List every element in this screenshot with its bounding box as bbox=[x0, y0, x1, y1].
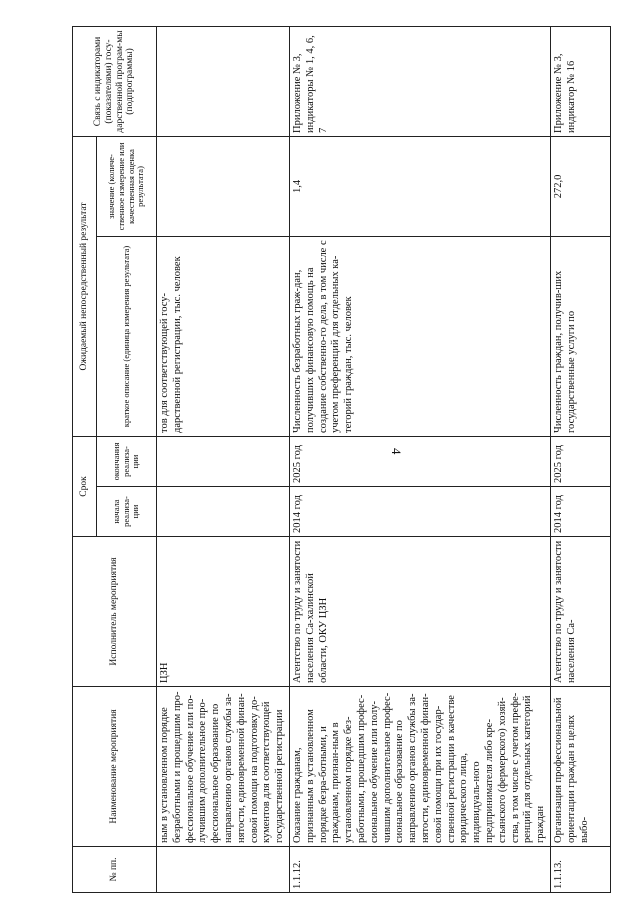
row-brief: Численность безработных граж-дан, получивших финансовую помощь на создание собственно-го дела, в том числе с учетом преференций для отдельных ка-тегорий граждан, тыс. человек bbox=[289, 236, 550, 436]
row-value: 272,0 bbox=[550, 136, 610, 236]
row-num bbox=[157, 847, 290, 893]
row-executor: Агентство по труду и занятости населения Са-халинской области, ОКУ ЦЗН bbox=[289, 537, 550, 687]
activities-table bbox=[72, 26, 611, 893]
row-link: Приложение № 3, индикаторы № 1, 4, 6, 7 bbox=[289, 26, 550, 136]
row-start: 2014 год bbox=[289, 487, 550, 537]
header-value: значение (количе-ственное измерение или качественная оценка результата) bbox=[97, 136, 157, 236]
row-end: 2025 год bbox=[550, 436, 610, 486]
header-link: Связь с индикаторами (показателями) госу-дарственной програм-мы (подпрограммы) bbox=[73, 26, 157, 136]
row-end: 2025 год bbox=[289, 436, 550, 486]
table-row bbox=[157, 26, 290, 892]
row-executor: ЦЗН bbox=[157, 537, 290, 687]
row-link bbox=[157, 26, 290, 136]
header-term-end: окончания реализа-ции bbox=[97, 436, 157, 486]
header-brief: краткое описание (единица измерения результата) bbox=[97, 236, 157, 436]
header-num: № пп. bbox=[73, 847, 157, 893]
table-row bbox=[550, 26, 610, 892]
header-name: Наименование мероприятия bbox=[73, 687, 157, 847]
row-value bbox=[157, 136, 290, 236]
row-executor: Агентство по труду и занятости населения Са- bbox=[550, 537, 610, 687]
page-number: 4 bbox=[389, 448, 404, 455]
header-executor: Исполнитель мероприятия bbox=[73, 537, 157, 687]
row-name: Организация профессиональной ориентации граждан в целях выбо- bbox=[550, 687, 610, 847]
row-num: 1.1.13. bbox=[550, 847, 610, 893]
table-row bbox=[289, 26, 550, 892]
row-end bbox=[157, 436, 290, 486]
rotated-document bbox=[72, 27, 632, 893]
row-start bbox=[157, 487, 290, 537]
header-term-start: начала реализа-ции bbox=[97, 487, 157, 537]
header-expected: Ожидаемый непосредственный результат bbox=[73, 136, 97, 436]
row-name: Оказание гражданам, признанным в установленном порядке безра-ботными, и гражданам, признан-ным в установленном порядке без-работными, прошедшим профес-сиональное обучение или полу-чившим дополнительное профес-сиональное образование по направлению органов службы за-нятости, единовременной финан-совой помощи при их государ-ственной регистрации в качестве юридического лица, индивидуаль-ного предпринимателя либо кре-стьянского (фермерского) хозяй-ства, в том числе с учетом префе-ренций для отдельных категорий граждан bbox=[289, 687, 550, 847]
row-name: ным в установленном порядке безработными и прошедшим про-фессиональное обучение или по-лучившим дополнительное про-фессиональное образование по направлению органов службы за-нятости, единовременной финан-совой помощи на подготовку до-кументов для соответствующей государственной регистрации bbox=[157, 687, 290, 847]
row-brief: Численность граждан, получив-ших государственные услуги по bbox=[550, 236, 610, 436]
row-start: 2014 год bbox=[550, 487, 610, 537]
row-num: 1.1.12. bbox=[289, 847, 550, 893]
row-brief: тов для соответствующей госу-дарственной регистрации, тыс. человек bbox=[157, 236, 290, 436]
row-value: 1,4 bbox=[289, 136, 550, 236]
row-link: Приложение № 3, индикатор № 16 bbox=[550, 26, 610, 136]
header-term: Срок bbox=[73, 436, 97, 536]
